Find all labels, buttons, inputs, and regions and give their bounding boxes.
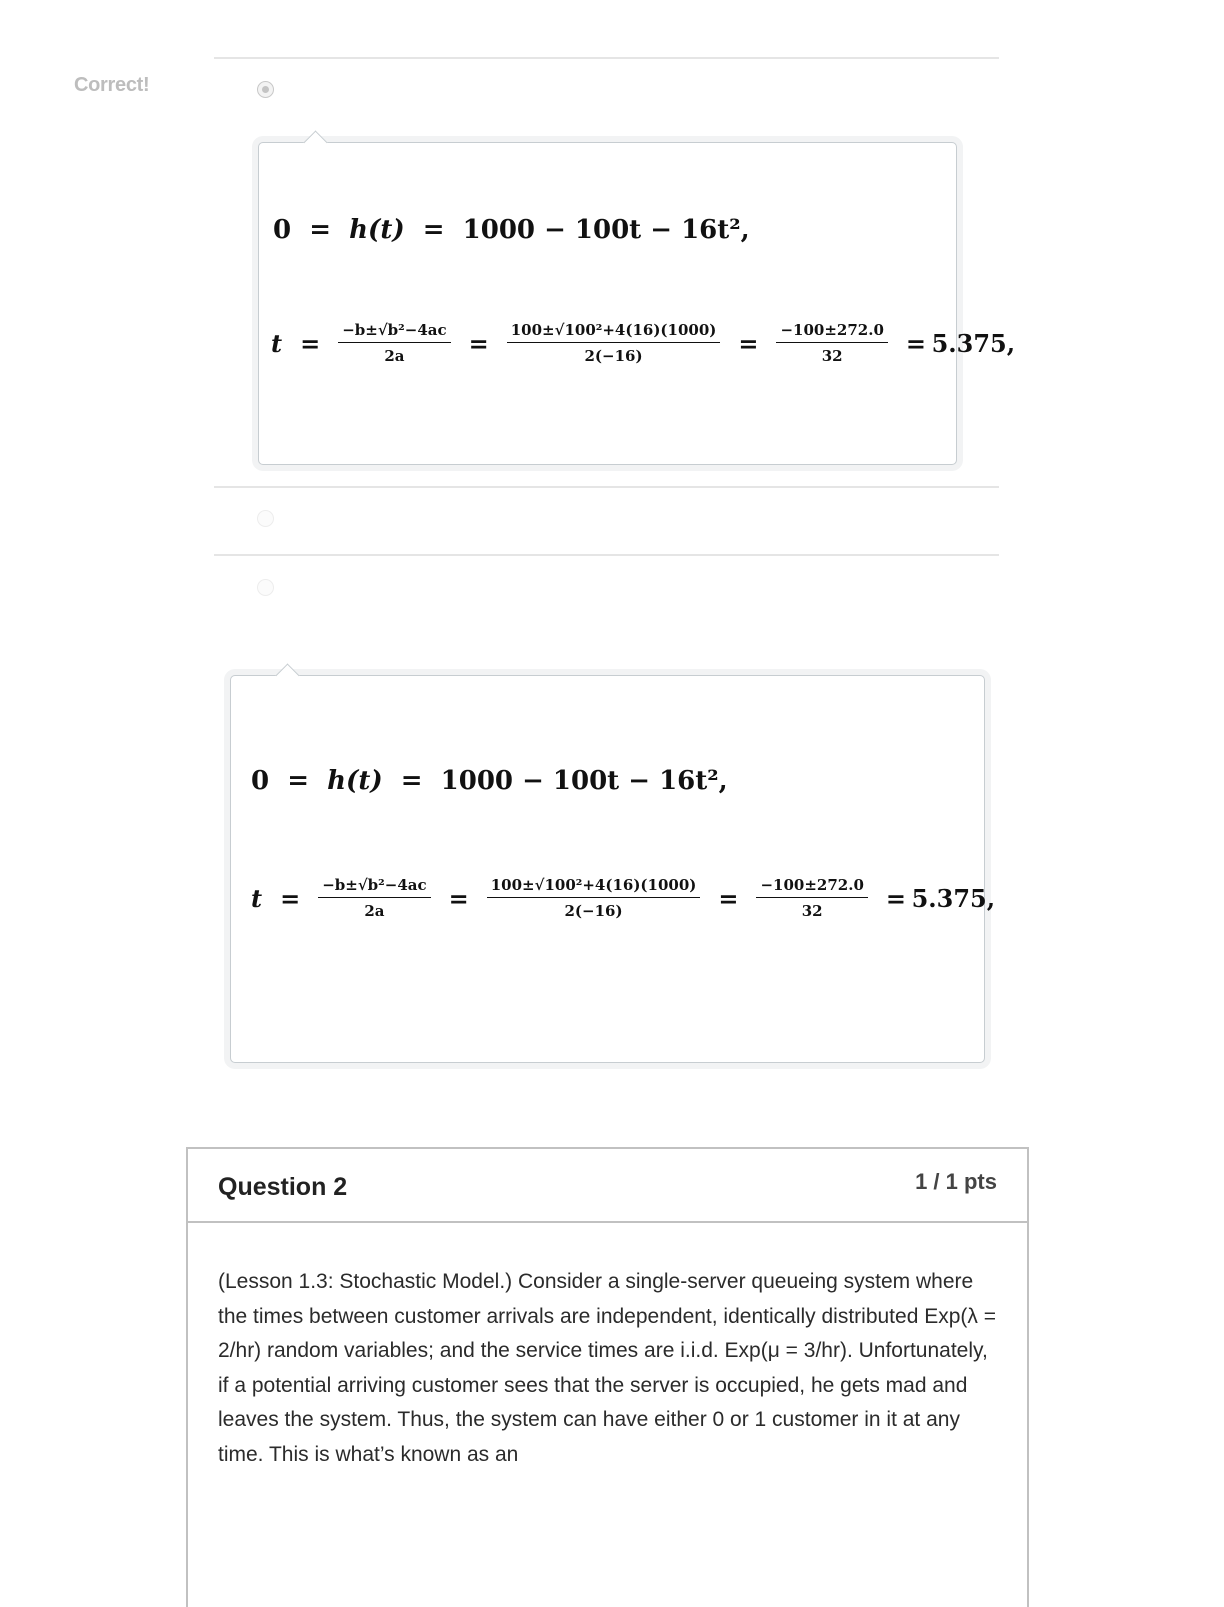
correct-answer-label: Correct! bbox=[74, 74, 150, 96]
equation-line-2: t = $\frac{\text{−b±√b²−4ac}}{2a}$ = $\frac{\text{100±√100²+4(16)(1000)}}{2(-16)}$ = $\frac{-100\pm 272.0}{32}$ = 5.375, bbox=[271, 321, 1016, 365]
question-header bbox=[188, 1149, 1027, 1223]
question-points: 1 / 1 pts bbox=[915, 1169, 997, 1194]
question-card bbox=[186, 1147, 1029, 1607]
question-title: Question 2 bbox=[218, 1173, 348, 1201]
answer-divider bbox=[214, 57, 999, 59]
question-text: (Lesson 1.3: Stochastic Model.) Consider a single-server queueing system where the times between customer arrivals are independent, identically distributed Exp(λ = 2/hr) random variables; and the service times are i.i.d. Exp(μ = 3/hr). Unfortunately, if a potential arriving customer sees that the server is occupied, he gets mad and leaves the system. Thus, the system can have either 0 or 1 customer in it at any time. This is what’s known as an bbox=[218, 1270, 996, 1466]
answer-divider bbox=[214, 554, 999, 556]
answer-comment-bubble bbox=[258, 142, 1016, 465]
equation-line-1: 0 = h(t) = 1000 − 100t − 16t², bbox=[273, 215, 750, 245]
answer-radio[interactable] bbox=[257, 510, 274, 527]
equation-line-2: t = $\frac{\text{−b±√b²−4ac}}{2a}$ = $\frac{\text{100±√100²+4(16)(1000)}}{2(-16)}$ = $\frac{-100\pm 272.0}{32}$ = 5.375, bbox=[251, 876, 996, 920]
answer-radio[interactable] bbox=[257, 579, 274, 596]
answer-comment-bubble bbox=[230, 675, 996, 1063]
answer-radio-selected[interactable] bbox=[257, 81, 274, 98]
answer-divider bbox=[214, 486, 999, 488]
equation-line-1: 0 = h(t) = 1000 − 100t − 16t², bbox=[251, 766, 728, 796]
